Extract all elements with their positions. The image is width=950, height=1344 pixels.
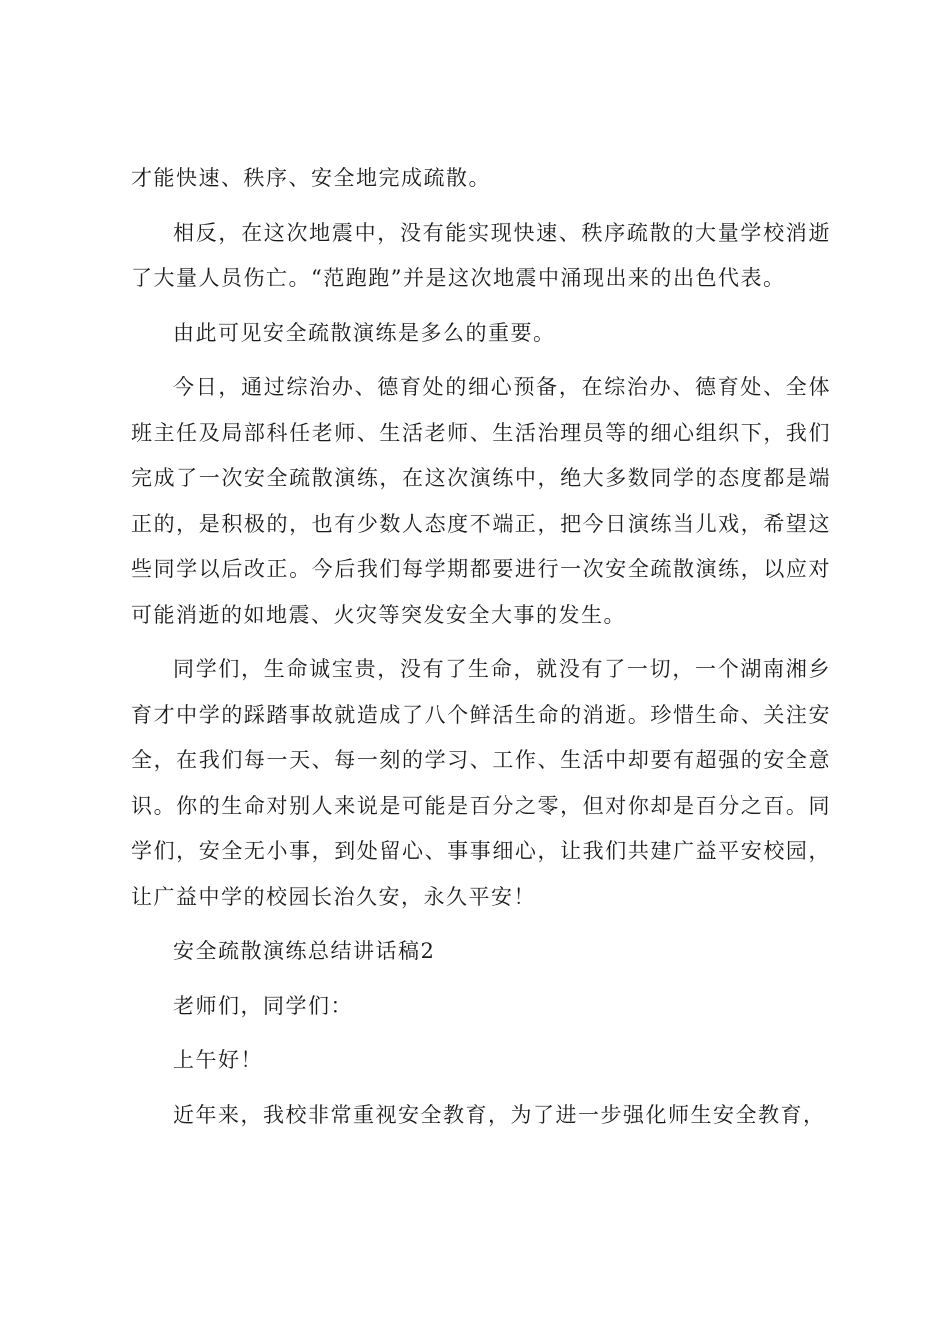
document-body xyxy=(131,156,831,1147)
paragraph-3: 由此可见安全疏散演练是多么的重要。 xyxy=(173,320,556,345)
paragraph-last: 近年来，我校非常重视安全教育，为了进一步强化师生安全教育， xyxy=(173,1102,826,1127)
paragraph-4: 今日，通过综治办、德育处的细心预备，在综治办、德育处、全体班主任及局部科任老师、生活老师、生活治理员等的细心组织下，我们完成了一次安全疏散演练，在这次演练中，绝大多数同学的态度都是端正的，是积极的，也有少数人态度不端正，把今日演练当儿戏，希望这些同学以后改正。今后我们每学期都要进行一次安全疏散演练，以应对可能消逝的如地震、火灾等突发安全大事的发生。 xyxy=(131,375,831,627)
paragraph-2: 相反，在这次地震中，没有能实现快速、秩序疏散的大量学校消逝了大量人员伤亡。“范跑跑”并是这次地震中涌现出来的出色代表。 xyxy=(131,220,831,290)
section-heading: 安全疏散演练总结讲话稿2 xyxy=(173,939,436,963)
paragraph-1: 才能快速、秩序、安全地完成疏散。 xyxy=(131,166,491,190)
greeting-hello: 上午好！ xyxy=(173,1048,263,1072)
paragraph-5: 同学们，生命诚宝贵，没有了生命，就没有了一切，一个湖南湘乡育才中学的踩踏事故就造成了八个鲜活生命的消逝。珍惜生命、关注安全，在我们每一天、每一刻的学习、工作、生活中却要有超强的安全意识。你的生命对别人来说是可能是百分之零，但对你却是百分之百。同学们，安全无小事，到处留心、事事细心，让我们共建广益平安校园，让广益中学的校园长治久安，永久平安！ xyxy=(131,657,831,909)
greeting-line: 老师们，同学们： xyxy=(173,993,353,1018)
